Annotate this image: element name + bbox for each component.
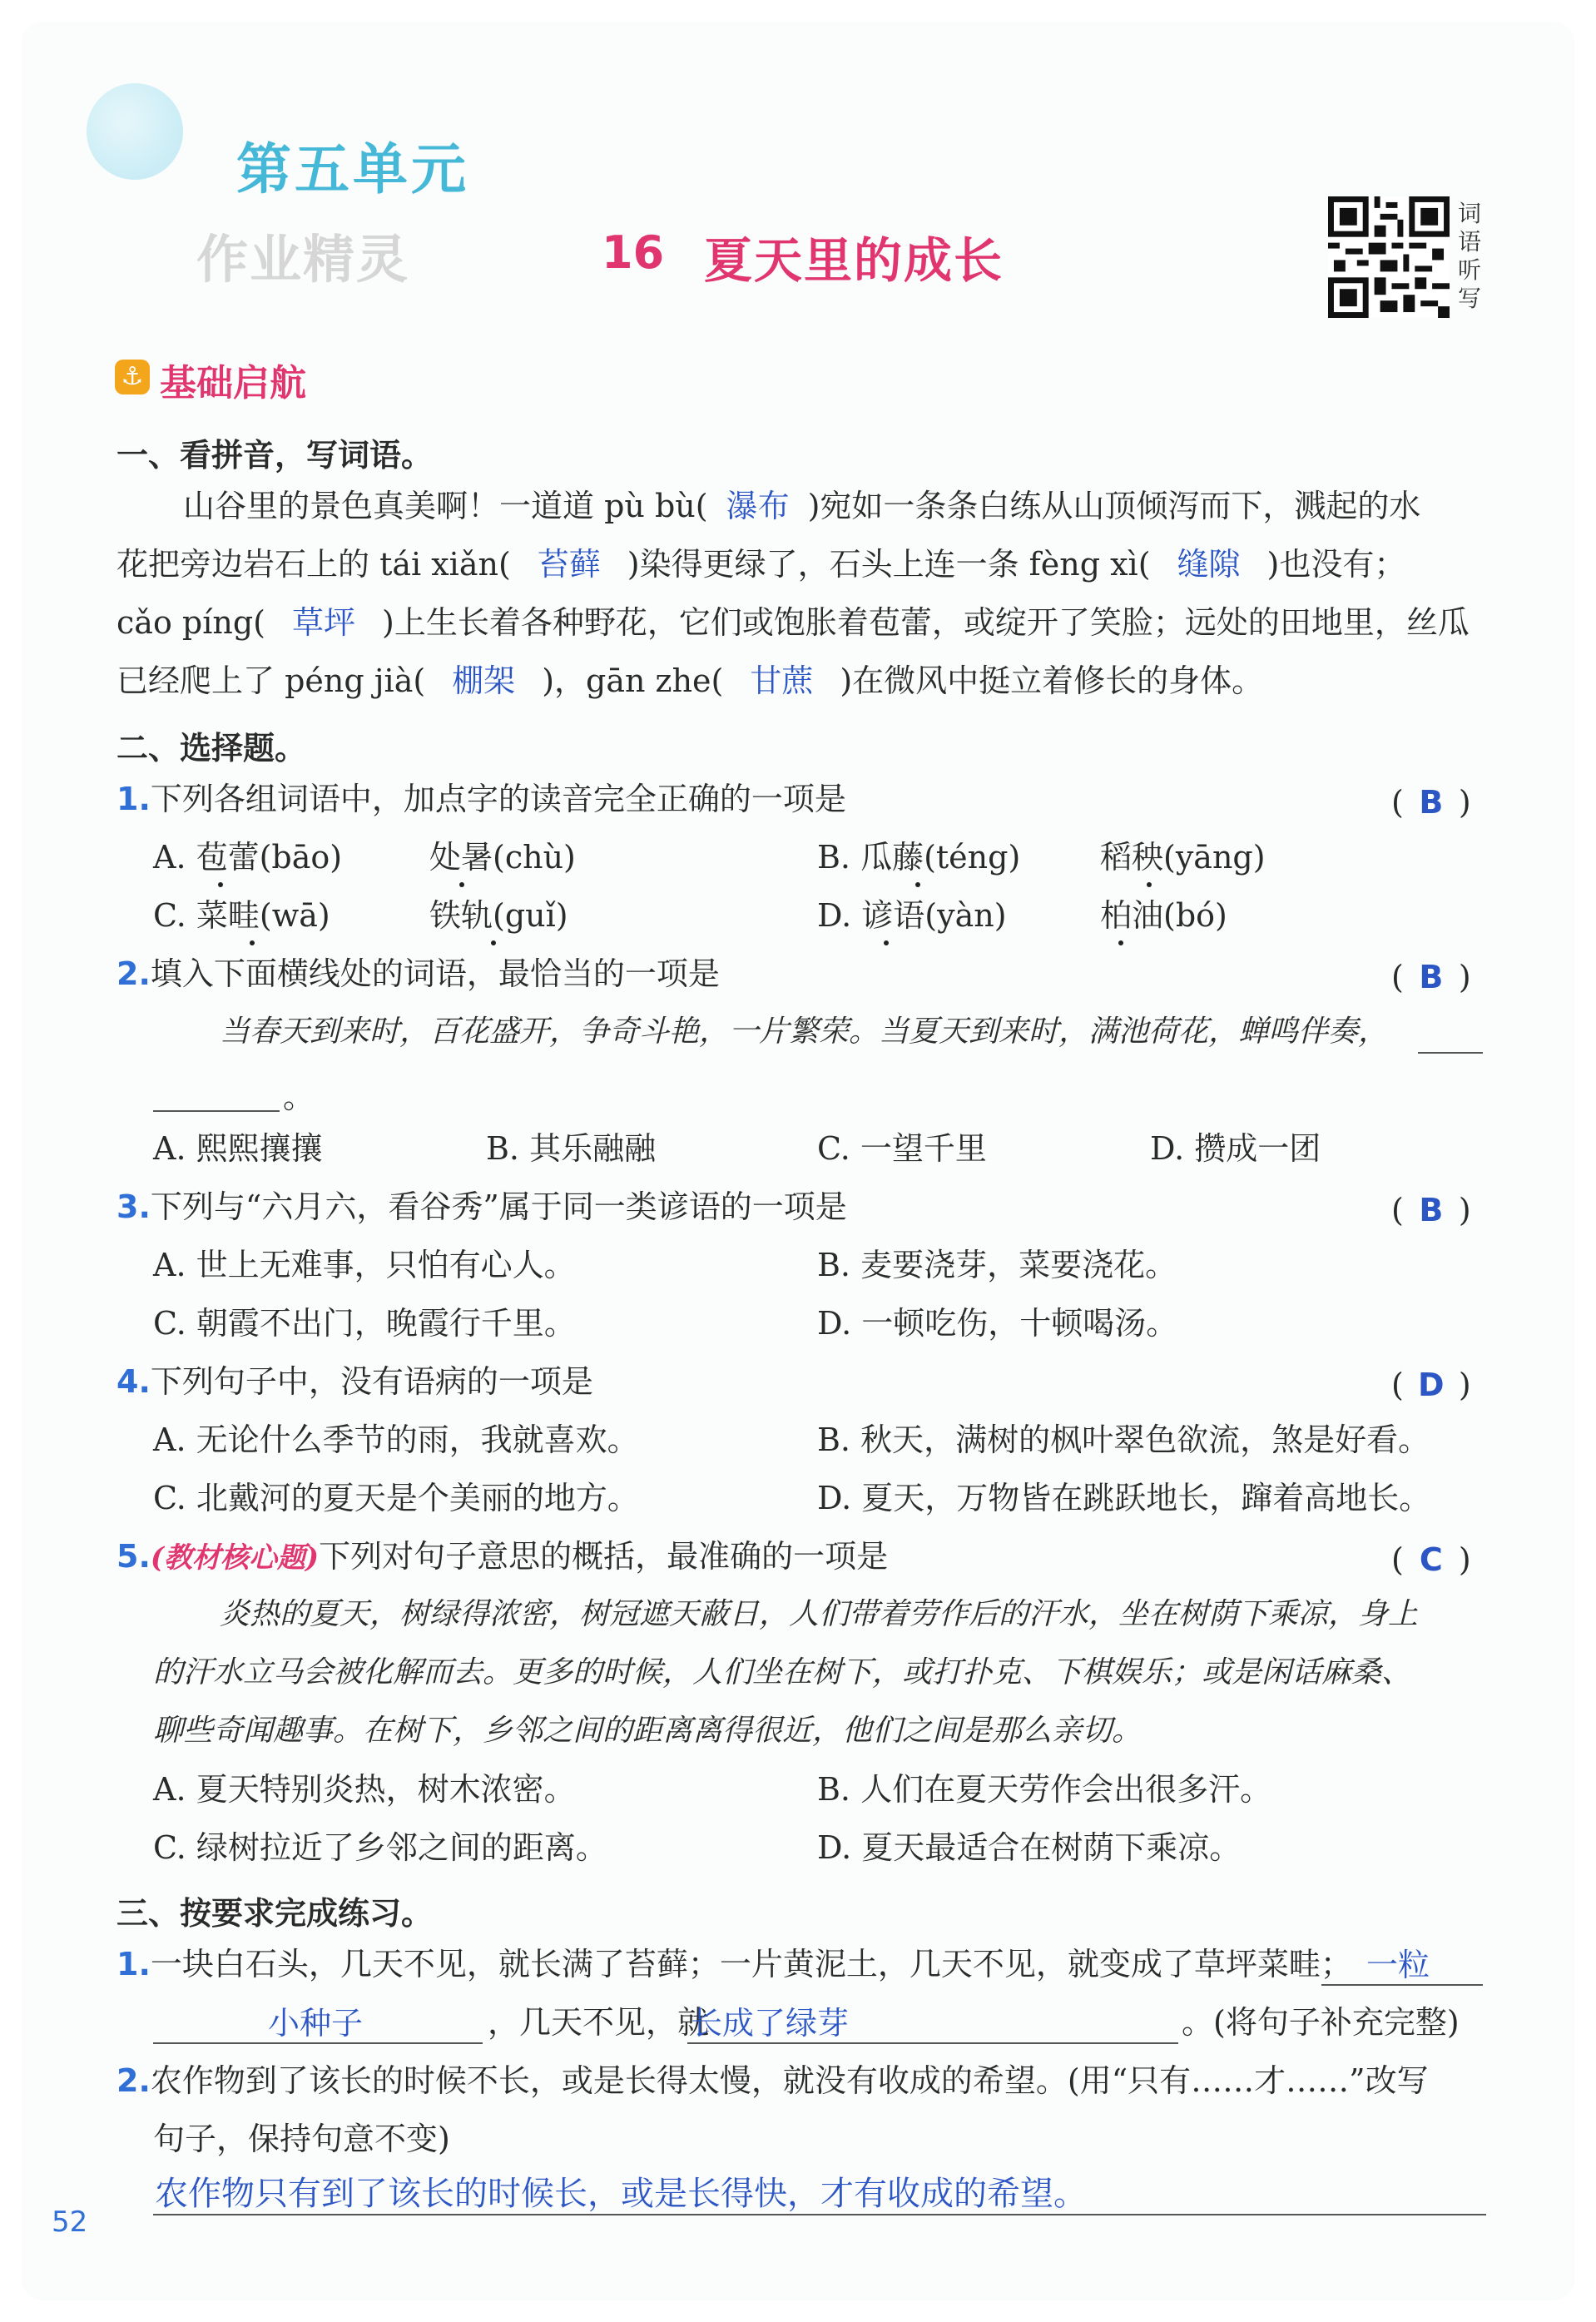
q2-blank-1[interactable] xyxy=(1418,1052,1483,1054)
lesson-number: 16 xyxy=(602,226,665,279)
p3-q2-answer-line[interactable] xyxy=(153,2214,1486,2215)
q1-option-c1[interactable]: C. 菜畦(wā) xyxy=(153,897,330,934)
q4-answer: D xyxy=(1418,1367,1445,1403)
p3-q2-stem-line2: 句子，保持句意不变) xyxy=(153,2121,450,2157)
answer-taixian[interactable]: 苔藓 xyxy=(537,546,601,583)
q2-option-a[interactable]: A. 熙熙攘攘 xyxy=(153,1130,323,1167)
q4-option-a[interactable]: A. 无论什么季节的雨，我就喜欢。 xyxy=(153,1421,639,1458)
q2-option-c[interactable]: C. 一望千里 xyxy=(817,1130,987,1167)
emphasis-dot xyxy=(491,940,496,945)
q3-answer-box[interactable]: ( B ) xyxy=(1391,1192,1471,1228)
q5-passage-line3: 聊些奇闻趣事。在树下，乡邻之间的距离离得很近，他们之间是那么亲切。 xyxy=(153,1714,1142,1748)
emphasis-dot xyxy=(1147,882,1152,887)
emphasis-dot xyxy=(884,940,889,945)
q1-option-d2: 柏油(bó) xyxy=(1100,897,1227,934)
p3-q2-stem: 2.农作物到了该长的时候不长，或是长得太慢，就没有收成的希望。(用“只有……才……”改写 xyxy=(116,2062,1429,2099)
part2-heading: 二、选择题。 xyxy=(116,730,307,767)
emphasis-dot xyxy=(218,882,223,887)
q5-passage-line1: 炎热的夏天，树绿得浓密，树冠遮天蔽日，人们带着劳作后的汗水，坐在树荫下乘凉，身上 xyxy=(220,1597,1419,1631)
p3-q1-tail: 。(将句子补充完整) xyxy=(1182,2004,1460,2041)
q1-option-a2: 处暑(chù) xyxy=(429,839,576,876)
q5-option-d[interactable]: D. 夏天最适合在树荫下乘凉。 xyxy=(817,1829,1242,1866)
q3-option-a[interactable]: A. 世上无难事，只怕有心人。 xyxy=(153,1247,576,1283)
unit-badge-icon xyxy=(87,83,183,180)
q4-answer-box[interactable]: ( D ) xyxy=(1391,1367,1471,1403)
unit-title: 第五单元 xyxy=(236,136,469,201)
q2-passage: 当春天到来时，百花盛开，争奇斗艳，一片繁荣。当夏天到来时，满池荷花，蝉鸣伴奏， xyxy=(220,1015,1389,1049)
q1-option-c2: 铁轨(guǐ) xyxy=(429,897,568,934)
q5-tag: (教材核心题) xyxy=(150,1541,320,1575)
answer-caoping[interactable]: 草坪 xyxy=(291,604,355,641)
q1-option-b1[interactable]: B. 瓜藤(téng) xyxy=(817,839,1021,876)
q5-option-c[interactable]: C. 绿树拉近了乡邻之间的距离。 xyxy=(153,1829,607,1866)
q5-passage-line2: 的汗水立马会被化解而去。更多的时候，人们坐在树下，或打扑克、下棋娱乐；或是闲话麻桑、 xyxy=(153,1655,1412,1689)
qr-code-icon[interactable] xyxy=(1328,196,1450,318)
q4-option-d[interactable]: D. 夏天，万物皆在跳跃地长，蹿着高地长。 xyxy=(817,1480,1431,1516)
q1-option-a1[interactable]: A. 苞蕾(bāo) xyxy=(153,839,343,876)
q1-answer: B xyxy=(1419,784,1444,821)
q4-option-b[interactable]: B. 秋天，满树的枫叶翠色欲流，煞是好看。 xyxy=(817,1421,1430,1458)
answer-pengjia[interactable]: 棚架 xyxy=(452,662,516,699)
q2-answer-box[interactable]: ( B ) xyxy=(1391,959,1471,995)
watermark: 作业精灵 xyxy=(196,229,410,290)
q3-option-d[interactable]: D. 一顿吃伤，十顿喝汤。 xyxy=(817,1305,1178,1342)
page-number: 52 xyxy=(52,2205,88,2239)
q5-answer-box[interactable]: ( C ) xyxy=(1391,1541,1471,1578)
q3-option-b[interactable]: B. 麦要浇芽，菜要浇花。 xyxy=(817,1247,1177,1283)
q1-answer-box[interactable]: ( B ) xyxy=(1391,784,1471,821)
q2-end: 。 xyxy=(283,1079,315,1115)
part1-line3: cǎo píng( 草坪 )上生长着各种野花，它们或饱胀着苞蕾，或绽开了笑脸；远处的田地里，丝瓜 xyxy=(116,604,1470,641)
lesson-title: 夏天里的成长 xyxy=(704,232,1004,289)
p3-q1-answer-b: 小种子 xyxy=(268,2005,364,2042)
answer-ganzhe[interactable]: 甘蔗 xyxy=(750,662,814,699)
q3-stem: 3.下列与“六月六，看谷秀”属于同一类谚语的一项是 xyxy=(116,1188,847,1225)
q2-option-b[interactable]: B. 其乐融融 xyxy=(486,1130,657,1167)
emphasis-dot xyxy=(459,882,464,887)
part1-heading: 一、看拼音，写词语。 xyxy=(116,437,434,474)
part1-line4: 已经爬上了 péng jià( 棚架 )，gān zhe( 甘蔗 )在微风中挺立着修长的身体。 xyxy=(116,662,1264,699)
p3-q1-answer-a: 一粒 xyxy=(1366,1947,1430,1983)
section-icon: ⚓ xyxy=(115,360,150,394)
q2-answer: B xyxy=(1419,959,1444,995)
q2-stem: 2.填入下面横线处的词语，最恰当的一项是 xyxy=(116,955,720,992)
q5-stem: 5.(教材核心题)下列对句子意思的概括，最准确的一项是 xyxy=(116,1538,889,1575)
section-label: 基础启航 xyxy=(160,362,306,404)
part3-heading: 三、按要求完成练习。 xyxy=(116,1895,434,1932)
q4-option-c[interactable]: C. 北戴河的夏天是个美丽的地方。 xyxy=(153,1480,639,1516)
p3-q1-mid: ，几天不见，就 xyxy=(488,2004,710,2041)
p3-q1-stem: 1.一块白石头，几天不见，就长满了苔藓；一片黄泥土，几天不见，就变成了草坪菜畦； xyxy=(116,1946,1352,1982)
q5-answer: C xyxy=(1419,1541,1443,1578)
q1-option-b2: 稻秧(yāng) xyxy=(1100,839,1266,876)
q5-option-a[interactable]: A. 夏天特别炎热，树木浓密。 xyxy=(153,1771,576,1808)
part1-line2: 花把旁边岩石上的 tái xiǎn( 苔藓 )染得更绿了，石头上连一条 fèng xì( 缝隙 )也没有； xyxy=(116,546,1406,583)
q3-option-c[interactable]: C. 朝霞不出门，晚霞行千里。 xyxy=(153,1305,576,1342)
q2-option-d[interactable]: D. 攒成一团 xyxy=(1150,1130,1321,1167)
p3-q1-answer-c: 长成了绿芽 xyxy=(691,2005,850,2042)
emphasis-dot xyxy=(915,882,920,887)
part1-line1: 山谷里的景色真美啊！一道道 pù bù( 瀑布 )宛如一条条白练从山顶倾泻而下，溅起的水 xyxy=(183,488,1421,524)
emphasis-dot xyxy=(1118,940,1123,945)
qr-caption: 词 语 听 写 xyxy=(1458,200,1482,312)
answer-pubu[interactable]: 瀑布 xyxy=(726,488,790,524)
p3-q2-answer: 农作物只有到了该长的时候长，或是长得快，才有收成的希望。 xyxy=(155,2175,1087,2213)
q1-option-d1[interactable]: D. 谚语(yàn) xyxy=(817,897,1007,934)
q5-option-b[interactable]: B. 人们在夏天劳作会出很多汗。 xyxy=(817,1771,1272,1808)
answer-fengxi[interactable]: 缝隙 xyxy=(1177,546,1241,583)
q1-stem: 1.下列各组词语中，加点字的读音完全正确的一项是 xyxy=(116,781,846,817)
q4-stem: 4.下列句子中，没有语病的一项是 xyxy=(116,1363,593,1400)
emphasis-dot xyxy=(250,940,255,945)
q2-blank-2[interactable] xyxy=(153,1110,280,1112)
q3-answer: B xyxy=(1419,1192,1444,1228)
